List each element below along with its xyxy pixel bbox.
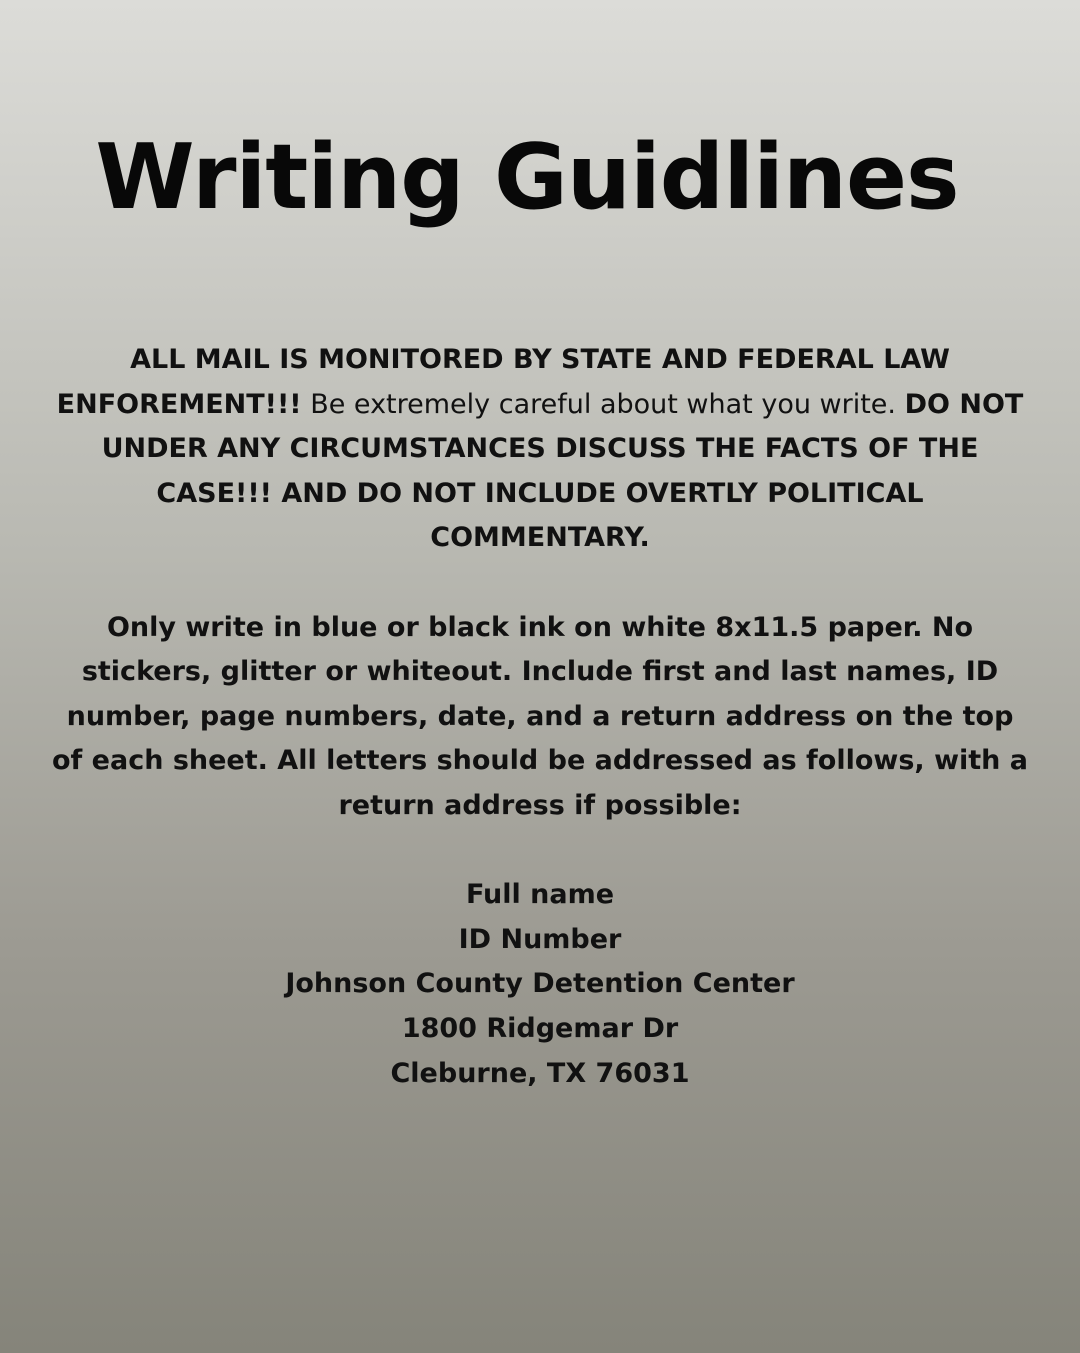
address-street: 1800 Ridgemar Dr — [401, 1012, 679, 1044]
paragraph-spacer — [50, 561, 1030, 606]
address-name: Full name — [465, 879, 615, 911]
address-facility: Johnson County Detention Center — [285, 968, 795, 1000]
warning-paragraph — [50, 338, 1030, 561]
address-id: ID Number — [458, 923, 622, 955]
instructions-paragraph: Only write in blue or black ink on white 8x11.5 paper. No stickers, glitter or whiteout. Include first and last names, ID number, page numbers, date, and a return address on the top of each sheet. All letters should be addressed as follows, with a return address if possible: — [51, 611, 1029, 821]
warning-normal-text: Be extremely careful about what you write. — [310, 388, 896, 420]
warning-bold-tail: DO NOT UNDER ANY CIRCUMSTANCES DISCUSS THE FACTS OF THE CASE!!! AND DO NOT INCLUDE OVERTLY POLITICAL COMMENTARY. — [101, 388, 1024, 554]
address-city: Cleburne, TX 76031 — [390, 1057, 690, 1089]
guidelines-body — [50, 338, 1030, 1096]
mailing-address — [50, 873, 1030, 1096]
paragraph-spacer — [50, 829, 1030, 874]
page-title: Writing Guidlines — [95, 125, 959, 230]
warning-bold-lead: ALL MAIL IS MONITORED BY STATE AND FEDERAL LAW ENFOREMENT!!! — [56, 344, 950, 420]
